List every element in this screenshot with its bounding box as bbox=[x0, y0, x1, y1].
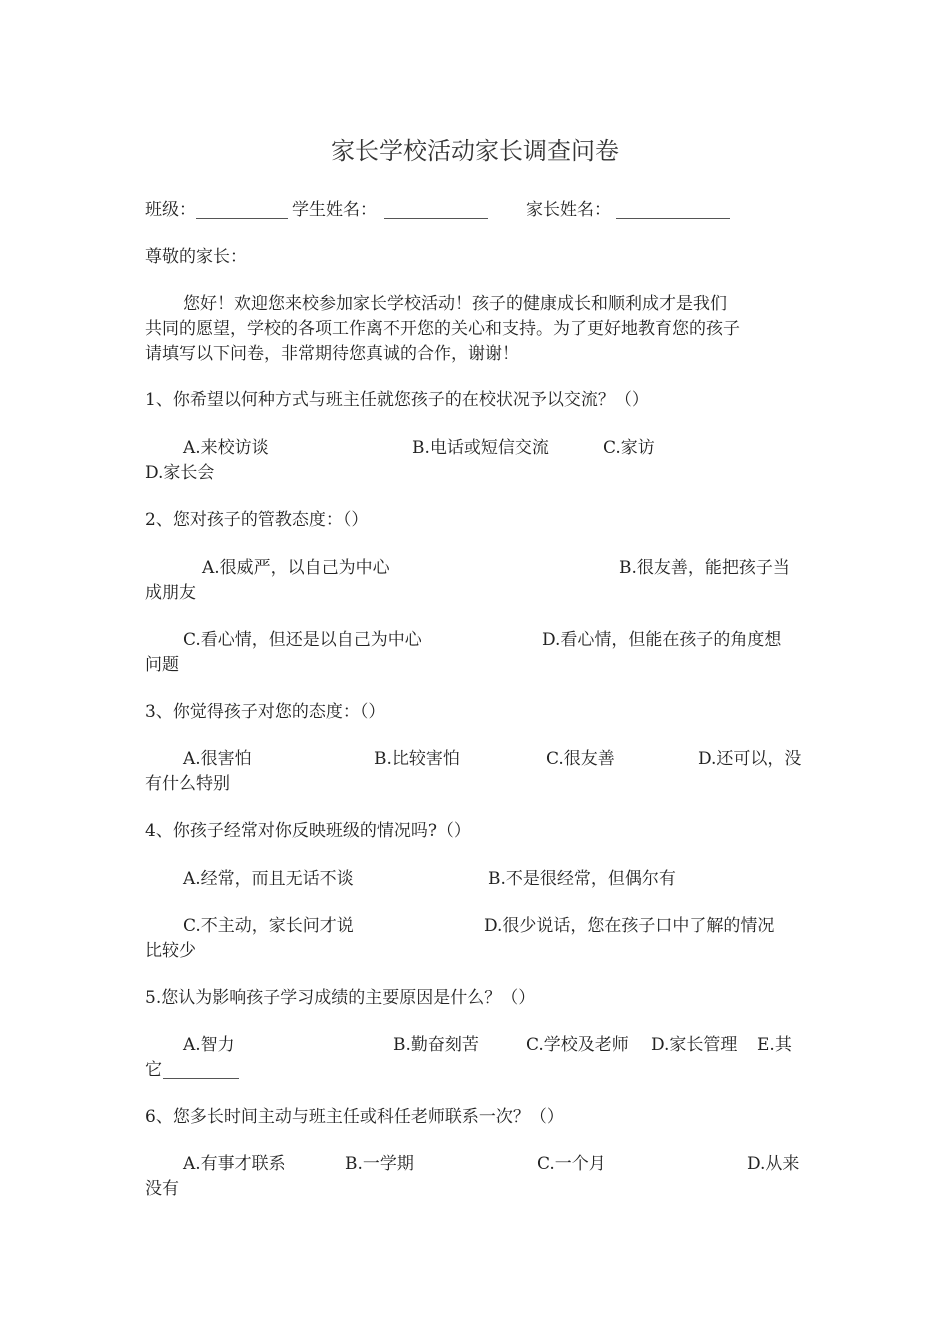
q2-option-a[interactable]: A.很威严，以自己为中心 bbox=[202, 558, 390, 578]
question-4: 4、你孩子经常对你反映班级的情况吗?（） bbox=[145, 821, 471, 841]
question-6: 6、您多长时间主动与班主任或科任老师联系一次？（） bbox=[145, 1107, 564, 1127]
q5-option-a[interactable]: A.智力 bbox=[183, 1035, 235, 1055]
intro-line: 共同的愿望，学校的各项工作离不开您的关心和支持。为了更好地教育您的孩子 bbox=[145, 319, 740, 339]
student-name-blank[interactable] bbox=[384, 218, 488, 219]
class-blank[interactable] bbox=[196, 218, 288, 219]
student-name-label: 学生姓名： bbox=[292, 200, 377, 220]
intro-line: 您好！欢迎您来校参加家长学校活动！孩子的健康成长和顺利成才是我们 bbox=[183, 294, 727, 314]
intro-line: 请填写以下问卷，非常期待您真诚的合作，谢谢！ bbox=[145, 344, 519, 364]
q5-option-e[interactable]: E.其 bbox=[757, 1035, 792, 1055]
q5-option-b[interactable]: B.勤奋刻苦 bbox=[393, 1035, 479, 1055]
question-1: 1、你希望以何种方式与班主任就您孩子的在校状况予以交流？（） bbox=[145, 390, 649, 410]
question-5: 5.您认为影响孩子学习成绩的主要原因是什么？（） bbox=[145, 988, 536, 1008]
q4-option-b[interactable]: B.不是很经常，但偶尔有 bbox=[488, 869, 676, 889]
q3-option-b[interactable]: B.比较害怕 bbox=[374, 749, 460, 769]
q3-option-a[interactable]: A.很害怕 bbox=[183, 749, 252, 769]
q5-other-blank[interactable] bbox=[163, 1078, 239, 1079]
salutation: 尊敬的家长： bbox=[145, 247, 247, 267]
q4-option-d-cont: 比较少 bbox=[145, 941, 196, 961]
question-2: 2、您对孩子的管教态度：（） bbox=[145, 510, 369, 530]
q1-option-b[interactable]: B.电话或短信交流 bbox=[412, 438, 549, 458]
q3-option-d-cont: 有什么特别 bbox=[145, 774, 230, 794]
q6-option-a[interactable]: A.有事才联系 bbox=[183, 1154, 286, 1174]
q3-option-c[interactable]: C.很友善 bbox=[546, 749, 615, 769]
class-label: 班级： bbox=[145, 200, 196, 220]
q2-option-b[interactable]: B.很友善，能把孩子当 bbox=[619, 558, 790, 578]
q6-option-b[interactable]: B.一学期 bbox=[345, 1154, 414, 1174]
parent-name-blank[interactable] bbox=[616, 218, 730, 219]
q2-option-b-cont: 成朋友 bbox=[145, 583, 196, 603]
q6-option-d[interactable]: D.从来 bbox=[747, 1154, 800, 1174]
q5-option-d[interactable]: D.家长管理 bbox=[651, 1035, 738, 1055]
q4-option-a[interactable]: A.经常，而且无话不谈 bbox=[183, 869, 354, 889]
q2-option-d[interactable]: D.看心情，但能在孩子的角度想 bbox=[542, 630, 782, 650]
question-3: 3、你觉得孩子对您的态度：（） bbox=[145, 702, 386, 722]
q1-option-a[interactable]: A.来校访谈 bbox=[183, 438, 269, 458]
q2-option-d-cont: 问题 bbox=[145, 655, 179, 675]
q3-option-d[interactable]: D.还可以，没 bbox=[698, 749, 802, 769]
q5-option-e-cont: 它 bbox=[145, 1060, 162, 1080]
q5-option-c[interactable]: C.学校及老师 bbox=[526, 1035, 629, 1055]
q6-option-c[interactable]: C.一个月 bbox=[537, 1154, 606, 1174]
page-title: 家长学校活动家长调查问卷 bbox=[331, 137, 619, 165]
q1-option-d[interactable]: D.家长会 bbox=[145, 463, 215, 483]
q2-option-c[interactable]: C.看心情，但还是以自己为中心 bbox=[183, 630, 422, 650]
q4-option-d[interactable]: D.很少说话，您在孩子口中了解的情况 bbox=[484, 916, 775, 936]
parent-name-label: 家长姓名： bbox=[526, 200, 611, 220]
q6-option-d-cont: 没有 bbox=[145, 1179, 179, 1199]
q4-option-c[interactable]: C.不主动，家长问才说 bbox=[183, 916, 354, 936]
q1-option-c[interactable]: C.家访 bbox=[603, 438, 655, 458]
